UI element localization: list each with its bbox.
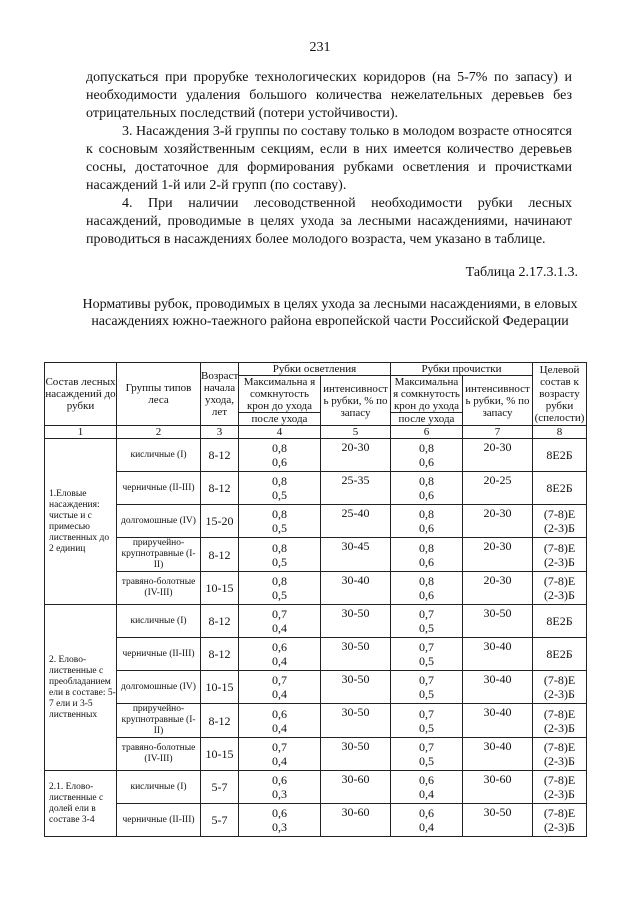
density-prochistka-after: 0,5 <box>419 654 434 668</box>
density-osvetlenie <box>239 538 321 572</box>
density-prochistka <box>391 804 463 837</box>
density-prochistka-after: 0,6 <box>419 521 434 535</box>
forest-type: долгомошные (IV) <box>117 505 201 538</box>
density-prochistka-after: 0,4 <box>419 787 434 801</box>
intensity-osvetlenie: 30-50 <box>321 605 391 638</box>
col-num: 6 <box>391 426 463 439</box>
intensity-osvetlenie: 25-40 <box>321 505 391 538</box>
header-after-care-1: после ухода <box>239 413 321 426</box>
density-prochistka <box>391 738 463 771</box>
forest-type: кисличные (I) <box>117 605 201 638</box>
target-composition-after: (2-3)Б <box>544 787 575 801</box>
intensity-osvetlenie: 20-30 <box>321 439 391 472</box>
header-max-density-2: Максимальна я сомкнутость крон до ухода <box>391 376 463 413</box>
intensity-prochistka: 20-30 <box>463 572 533 605</box>
density-prochistka-after: 0,6 <box>419 488 434 502</box>
target-composition <box>533 704 587 738</box>
page-number: 231 <box>309 40 331 55</box>
header-osvetlenie: Рубки осветления <box>239 363 391 376</box>
density-osvetlenie-before: 0,7 <box>272 740 287 754</box>
density-prochistka-before: 0,7 <box>419 673 434 687</box>
target-composition <box>533 538 587 572</box>
density-osvetlenie <box>239 472 321 505</box>
table-row <box>45 505 587 538</box>
table-row <box>45 472 587 505</box>
start-age: 8-12 <box>201 538 239 572</box>
forest-type: долгомошные (IV) <box>117 671 201 704</box>
target-composition-before: (7-8)Е <box>543 507 576 521</box>
intensity-prochistka: 30-50 <box>463 605 533 638</box>
intensity-prochistka: 20-30 <box>463 538 533 572</box>
density-osvetlenie-before: 0,6 <box>272 706 287 721</box>
start-age: 10-15 <box>201 738 239 771</box>
density-osvetlenie-after: 0,3 <box>272 787 287 801</box>
table-row <box>45 671 587 704</box>
intensity-prochistka: 30-60 <box>463 771 533 804</box>
density-osvetlenie-before: 0,8 <box>272 507 287 521</box>
start-age: 5-7 <box>201 804 239 837</box>
group-label: 1.Еловые насаждения: чистые и с примесью лиственных до 2 единиц <box>45 439 117 605</box>
intensity-prochistka: 30-40 <box>463 738 533 771</box>
density-prochistka-after: 0,5 <box>419 621 434 635</box>
forest-type: кисличные (I) <box>117 439 201 472</box>
density-prochistka-before: 0,8 <box>419 574 434 588</box>
density-osvetlenie <box>239 771 321 804</box>
paragraph-2: 3. Насаждения 3-й группы по составу только в молодом возрасте относятся к сосновым хозяйственным секциям, если в них имеется количество деревьев сосны, достаточное для формирования рубками осветления и прочистками насаждений 1-й или 2-й групп (по составу). <box>86 124 572 193</box>
header-max-density-1: Максимальна я сомкнутость крон до ухода <box>239 376 321 413</box>
density-prochistka-after: 0,6 <box>419 455 434 469</box>
density-prochistka-after: 0,5 <box>419 754 434 768</box>
target-composition-before: (7-8)Е <box>543 673 576 687</box>
density-prochistka-before: 0,7 <box>419 640 434 654</box>
header-composition: Состав лесных насаждений до рубки <box>45 363 117 426</box>
density-prochistka-before: 0,7 <box>419 706 434 721</box>
density-prochistka-after: 0,4 <box>419 820 434 834</box>
density-prochistka <box>391 638 463 671</box>
target-composition-before: (7-8)Е <box>543 540 576 555</box>
density-osvetlenie <box>239 738 321 771</box>
density-osvetlenie <box>239 505 321 538</box>
forest-type: приручейно-крупнотравные (I-II) <box>117 704 201 738</box>
intensity-osvetlenie: 30-45 <box>321 538 391 572</box>
density-prochistka <box>391 538 463 572</box>
intensity-osvetlenie: 30-40 <box>321 572 391 605</box>
target-composition <box>533 572 587 605</box>
density-prochistka <box>391 671 463 704</box>
start-age: 10-15 <box>201 572 239 605</box>
intensity-osvetlenie: 30-60 <box>321 804 391 837</box>
table-label: Таблица 2.17.3.1.3. <box>465 265 578 280</box>
forest-type: травяно-болотные (IV-III) <box>117 572 201 605</box>
density-osvetlenie-before: 0,8 <box>272 540 287 555</box>
density-osvetlenie-after: 0,4 <box>272 687 287 701</box>
target-composition-after: (2-3)Б <box>544 687 575 701</box>
target-composition <box>533 671 587 704</box>
density-osvetlenie <box>239 704 321 738</box>
start-age: 5-7 <box>201 771 239 804</box>
density-osvetlenie-after: 0,5 <box>272 488 287 502</box>
table-body <box>45 439 587 837</box>
density-osvetlenie-before: 0,8 <box>272 474 287 488</box>
table-row <box>45 804 587 837</box>
target-composition: 8Е2Б <box>533 472 587 505</box>
col-num: 4 <box>239 426 321 439</box>
table-row <box>45 704 587 738</box>
intensity-prochistka: 30-40 <box>463 671 533 704</box>
intensity-osvetlenie: 30-60 <box>321 771 391 804</box>
col-num: 5 <box>321 426 391 439</box>
density-osvetlenie-after: 0,4 <box>272 654 287 668</box>
density-prochistka <box>391 771 463 804</box>
forest-type: черничные (II-III) <box>117 472 201 505</box>
density-osvetlenie-after: 0,4 <box>272 621 287 635</box>
target-composition-before: (7-8)Е <box>543 706 576 721</box>
forest-type: травяно-болотные (IV-III) <box>117 738 201 771</box>
table-row <box>45 538 587 572</box>
start-age: 8-12 <box>201 605 239 638</box>
header-intensity-2: интенсивност ь рубки, % по запасу <box>463 376 533 426</box>
header-intensity-1: интенсивност ь рубки, % по запасу <box>321 376 391 426</box>
intensity-prochistka: 30-40 <box>463 638 533 671</box>
density-prochistka <box>391 572 463 605</box>
start-age: 8-12 <box>201 704 239 738</box>
density-osvetlenie-after: 0,4 <box>272 754 287 768</box>
table-row <box>45 605 587 638</box>
density-osvetlenie <box>239 638 321 671</box>
target-composition-after: (2-3)Б <box>544 720 575 735</box>
col-num: 1 <box>45 426 117 439</box>
density-osvetlenie <box>239 605 321 638</box>
density-osvetlenie-before: 0,7 <box>272 607 287 621</box>
density-prochistka-before: 0,8 <box>419 474 434 488</box>
density-osvetlenie <box>239 572 321 605</box>
intensity-osvetlenie: 30-50 <box>321 671 391 704</box>
start-age: 10-15 <box>201 671 239 704</box>
intensity-osvetlenie: 30-50 <box>321 638 391 671</box>
target-composition: 8Е2Б <box>533 439 587 472</box>
column-number-row <box>45 426 587 439</box>
density-prochistka-before: 0,6 <box>419 806 434 820</box>
density-osvetlenie-after: 0,6 <box>272 455 287 469</box>
header-forest-type: Группы типов леса <box>117 363 201 426</box>
intensity-prochistka: 20-30 <box>463 505 533 538</box>
density-prochistka <box>391 505 463 538</box>
density-prochistka <box>391 472 463 505</box>
density-prochistka-before: 0,8 <box>419 540 434 555</box>
forest-type: кисличные (I) <box>117 771 201 804</box>
forest-type: черничные (II-III) <box>117 804 201 837</box>
intensity-osvetlenie: 30-50 <box>321 704 391 738</box>
paragraph-1: допускаться при прорубке технологических коридоров (на 5-7% по запасу) и необходимости удаления большого количества нежелательных деревьев без отрицательных последствий (потери устойчивости). <box>86 70 572 121</box>
density-osvetlenie-after: 0,3 <box>272 820 287 834</box>
header-after-care-2: после ухода <box>391 413 463 426</box>
col-num: 2 <box>117 426 201 439</box>
paragraph-3: 4. При наличии лесоводственной необходимости рубки лесных насаждений, проводимые в целях ухода за лесными насаждениями, начинают проводиться в насаждениях более молодого возраста, чем указано в таблице. <box>86 196 572 247</box>
target-composition: 8Е2Б <box>533 605 587 638</box>
target-composition: 8Е2Б <box>533 638 587 671</box>
intensity-osvetlenie: 25-35 <box>321 472 391 505</box>
intensity-prochistka: 20-30 <box>463 439 533 472</box>
density-prochistka-after: 0,5 <box>419 720 434 735</box>
group-label: 2.1. Елово-лиственные с долей ели в составе 3-4 <box>45 771 117 837</box>
target-composition <box>533 804 587 837</box>
forest-type: приручейно-крупнотравные (I-II) <box>117 538 201 572</box>
target-composition-after: (2-3)Б <box>544 754 575 768</box>
table-row <box>45 638 587 671</box>
density-prochistka-after: 0,6 <box>419 588 434 602</box>
target-composition-after: (2-3)Б <box>544 820 575 834</box>
intensity-prochistka: 30-50 <box>463 804 533 837</box>
start-age: 8-12 <box>201 472 239 505</box>
norms-table <box>44 362 587 837</box>
header-prochistka: Рубки прочистки <box>391 363 533 376</box>
density-prochistka-before: 0,7 <box>419 607 434 621</box>
target-composition-before: (7-8)Е <box>543 740 576 754</box>
target-composition-before: (7-8)Е <box>543 806 576 820</box>
header-target: Целевой состав к возрасту рубки (спелости) <box>533 363 587 426</box>
density-prochistka-after: 0,5 <box>419 687 434 701</box>
density-osvetlenie-before: 0,6 <box>272 806 287 820</box>
header-age: Возраст начала ухода, лет <box>201 363 239 426</box>
density-osvetlenie-after: 0,5 <box>272 588 287 602</box>
table-row <box>45 771 587 804</box>
target-composition <box>533 505 587 538</box>
target-composition-after: (2-3)Б <box>544 554 575 569</box>
target-composition <box>533 771 587 804</box>
intensity-prochistka: 20-25 <box>463 472 533 505</box>
density-prochistka-before: 0,8 <box>419 507 434 521</box>
density-prochistka-before: 0,8 <box>419 441 434 455</box>
density-osvetlenie-before: 0,8 <box>272 441 287 455</box>
table-row <box>45 738 587 771</box>
density-prochistka-before: 0,6 <box>419 773 434 787</box>
intensity-prochistka: 30-40 <box>463 704 533 738</box>
target-composition-after: (2-3)Б <box>544 588 575 602</box>
density-osvetlenie-after: 0,5 <box>272 554 287 569</box>
density-osvetlenie-before: 0,7 <box>272 673 287 687</box>
table-title: Нормативы рубок, проводимых в целях ухода за лесными насаждениями, в еловых насаждениях южно-таежного района европейской части Российской Федерации <box>82 297 578 329</box>
density-osvetlenie-after: 0,4 <box>272 720 287 735</box>
density-prochistka-before: 0,7 <box>419 740 434 754</box>
density-osvetlenie <box>239 804 321 837</box>
table-row <box>45 572 587 605</box>
table-row <box>45 439 587 472</box>
density-prochistka <box>391 439 463 472</box>
start-age: 8-12 <box>201 439 239 472</box>
forest-type: черничные (II-III) <box>117 638 201 671</box>
start-age: 15-20 <box>201 505 239 538</box>
target-composition-after: (2-3)Б <box>544 521 575 535</box>
start-age: 8-12 <box>201 638 239 671</box>
col-num: 7 <box>463 426 533 439</box>
col-num: 8 <box>533 426 587 439</box>
density-prochistka <box>391 605 463 638</box>
group-label: 2. Елово-лиственные с преобладанием ели в составе: 5-7 ели и 3-5 лиственных <box>45 605 117 771</box>
density-osvetlenie <box>239 671 321 704</box>
target-composition-before: (7-8)Е <box>543 773 576 787</box>
density-osvetlenie-before: 0,6 <box>272 773 287 787</box>
intensity-osvetlenie: 30-50 <box>321 738 391 771</box>
density-prochistka-after: 0,6 <box>419 554 434 569</box>
target-composition-before: (7-8)Е <box>543 574 576 588</box>
density-osvetlenie-before: 0,8 <box>272 574 287 588</box>
density-osvetlenie <box>239 439 321 472</box>
target-composition <box>533 738 587 771</box>
density-osvetlenie-before: 0,6 <box>272 640 287 654</box>
density-prochistka <box>391 704 463 738</box>
col-num: 3 <box>201 426 239 439</box>
density-osvetlenie-after: 0,5 <box>272 521 287 535</box>
